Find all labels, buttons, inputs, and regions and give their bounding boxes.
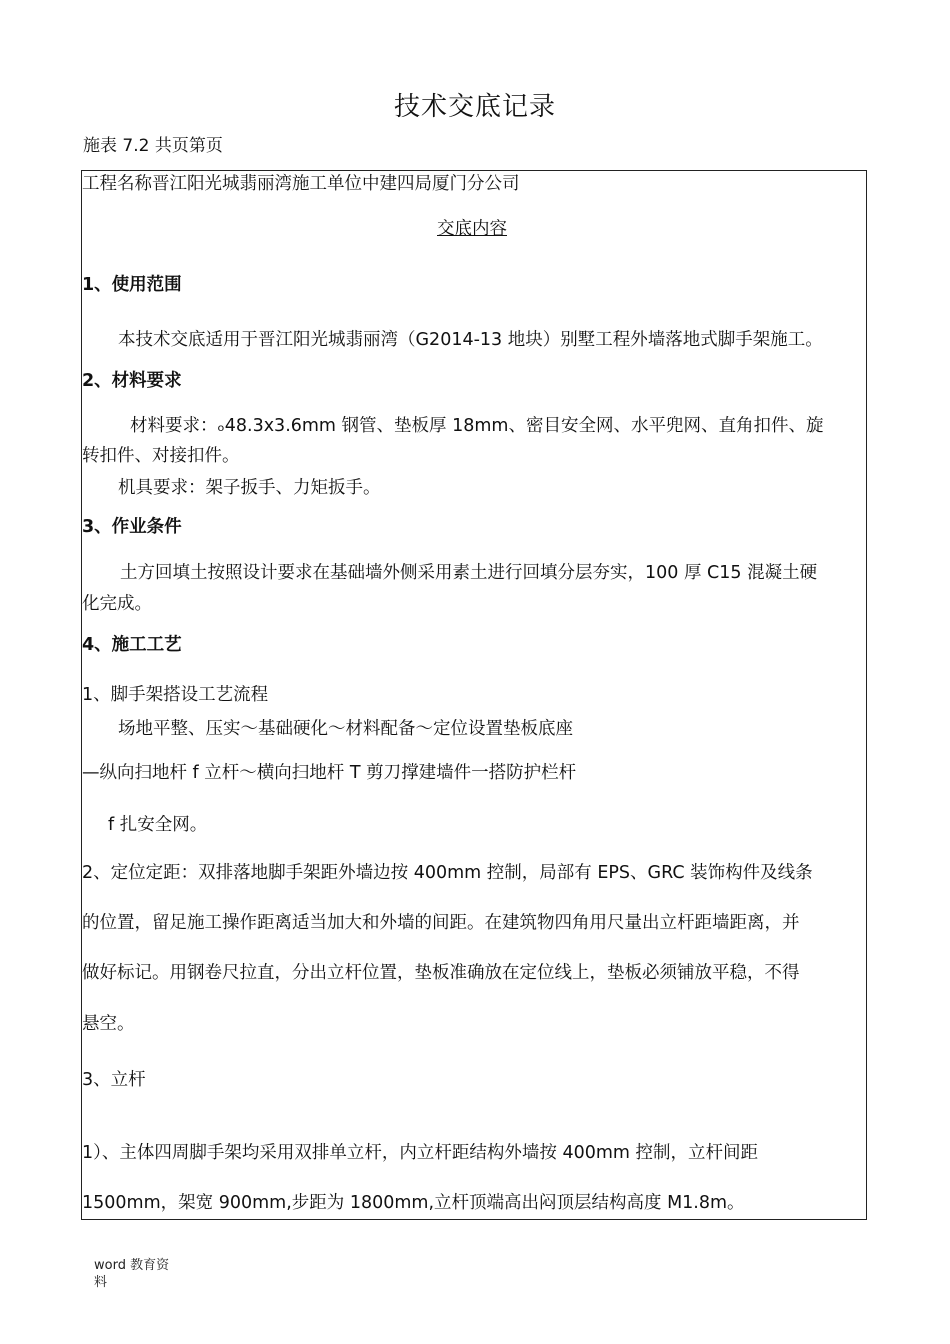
process-flow-title: 1、脚手架搭设工艺流程 [82,685,269,705]
positioning-line-3: 做好标记。用钢卷尺拉直，分出立杆位置，垫板准确放在定位线上，垫板必须铺放平稳，不得 [82,963,800,983]
section-3-heading: 3、作业条件 [82,517,182,537]
pole-line-2: 1500mm，架宽 900mm,步距为 1800mm,立杆顶端高出闷顶层结构高度 M1.8m。 [82,1193,745,1213]
form-number: 施表 7.2 共页第页 [83,136,223,156]
section-1-heading: 1、使用范围 [82,275,182,295]
section-1-text: 本技术交底适用于晋江阳光城翡丽湾（G2014-13 地块）别墅工程外墙落地式脚手架施工。 [118,330,823,350]
process-flow-line-2: —纵向扫地杆 f 立杆〜横向扫地杆 T 剪刀撑建墙件一搭防护栏杆 [82,763,577,783]
process-flow-line-1: 场地平整、压实〜基础硬化〜材料配备〜定位设置垫板底座 [118,719,573,739]
footer-line-2: 料 [94,1275,108,1290]
footer-line-1: word 教育资 [94,1258,170,1273]
positioning-line-4: 悬空。 [82,1014,135,1034]
section-4-heading: 4、施工工艺 [82,635,182,655]
content-title: 交底内容 [437,219,507,239]
material-requirements-line-1: 材料要求：ₒ48.3x3.6mm 钢管、垫板厚 18mm、密目安全网、水平兜网、直角扣件、旋 [130,416,824,436]
footer-note [94,1257,169,1291]
positioning-line-1: 2、定位定距：双排落地脚手架距外墙边按 400mm 控制，局部有 EPS、GRC 装饰构件及线条 [82,863,813,883]
positioning-line-2: 的位置，留足施工操作距离适当加大和外墙的间距。在建筑物四角用尺量出立杆距墙距离，并 [82,913,800,933]
pole-title: 3、立杆 [82,1070,146,1090]
tool-requirements: 机具要求：架子扳手、力矩扳手。 [118,478,381,498]
section-2-heading: 2、材料要求 [82,371,182,391]
work-condition-line-2: 化完成。 [82,594,152,614]
work-condition-line-1: 土方回填土按照设计要求在基础墙外侧采用素土进行回填分层夯实，100 厚 C15 混凝土硬 [120,563,818,583]
pole-line-1: 1）、主体四周脚手架均采用双排单立杆，内立杆距结构外墙按 400mm 控制，立杆间距 [82,1143,759,1163]
project-info-line: 工程名称晋江阳光城翡丽湾施工单位中建四局厦门分公司 [82,174,520,194]
process-flow-line-3: f 扎安全网。 [108,815,208,835]
material-requirements-line-2: 转扣件、对接扣件。 [82,446,240,466]
document-title: 技术交底记录 [393,92,556,122]
